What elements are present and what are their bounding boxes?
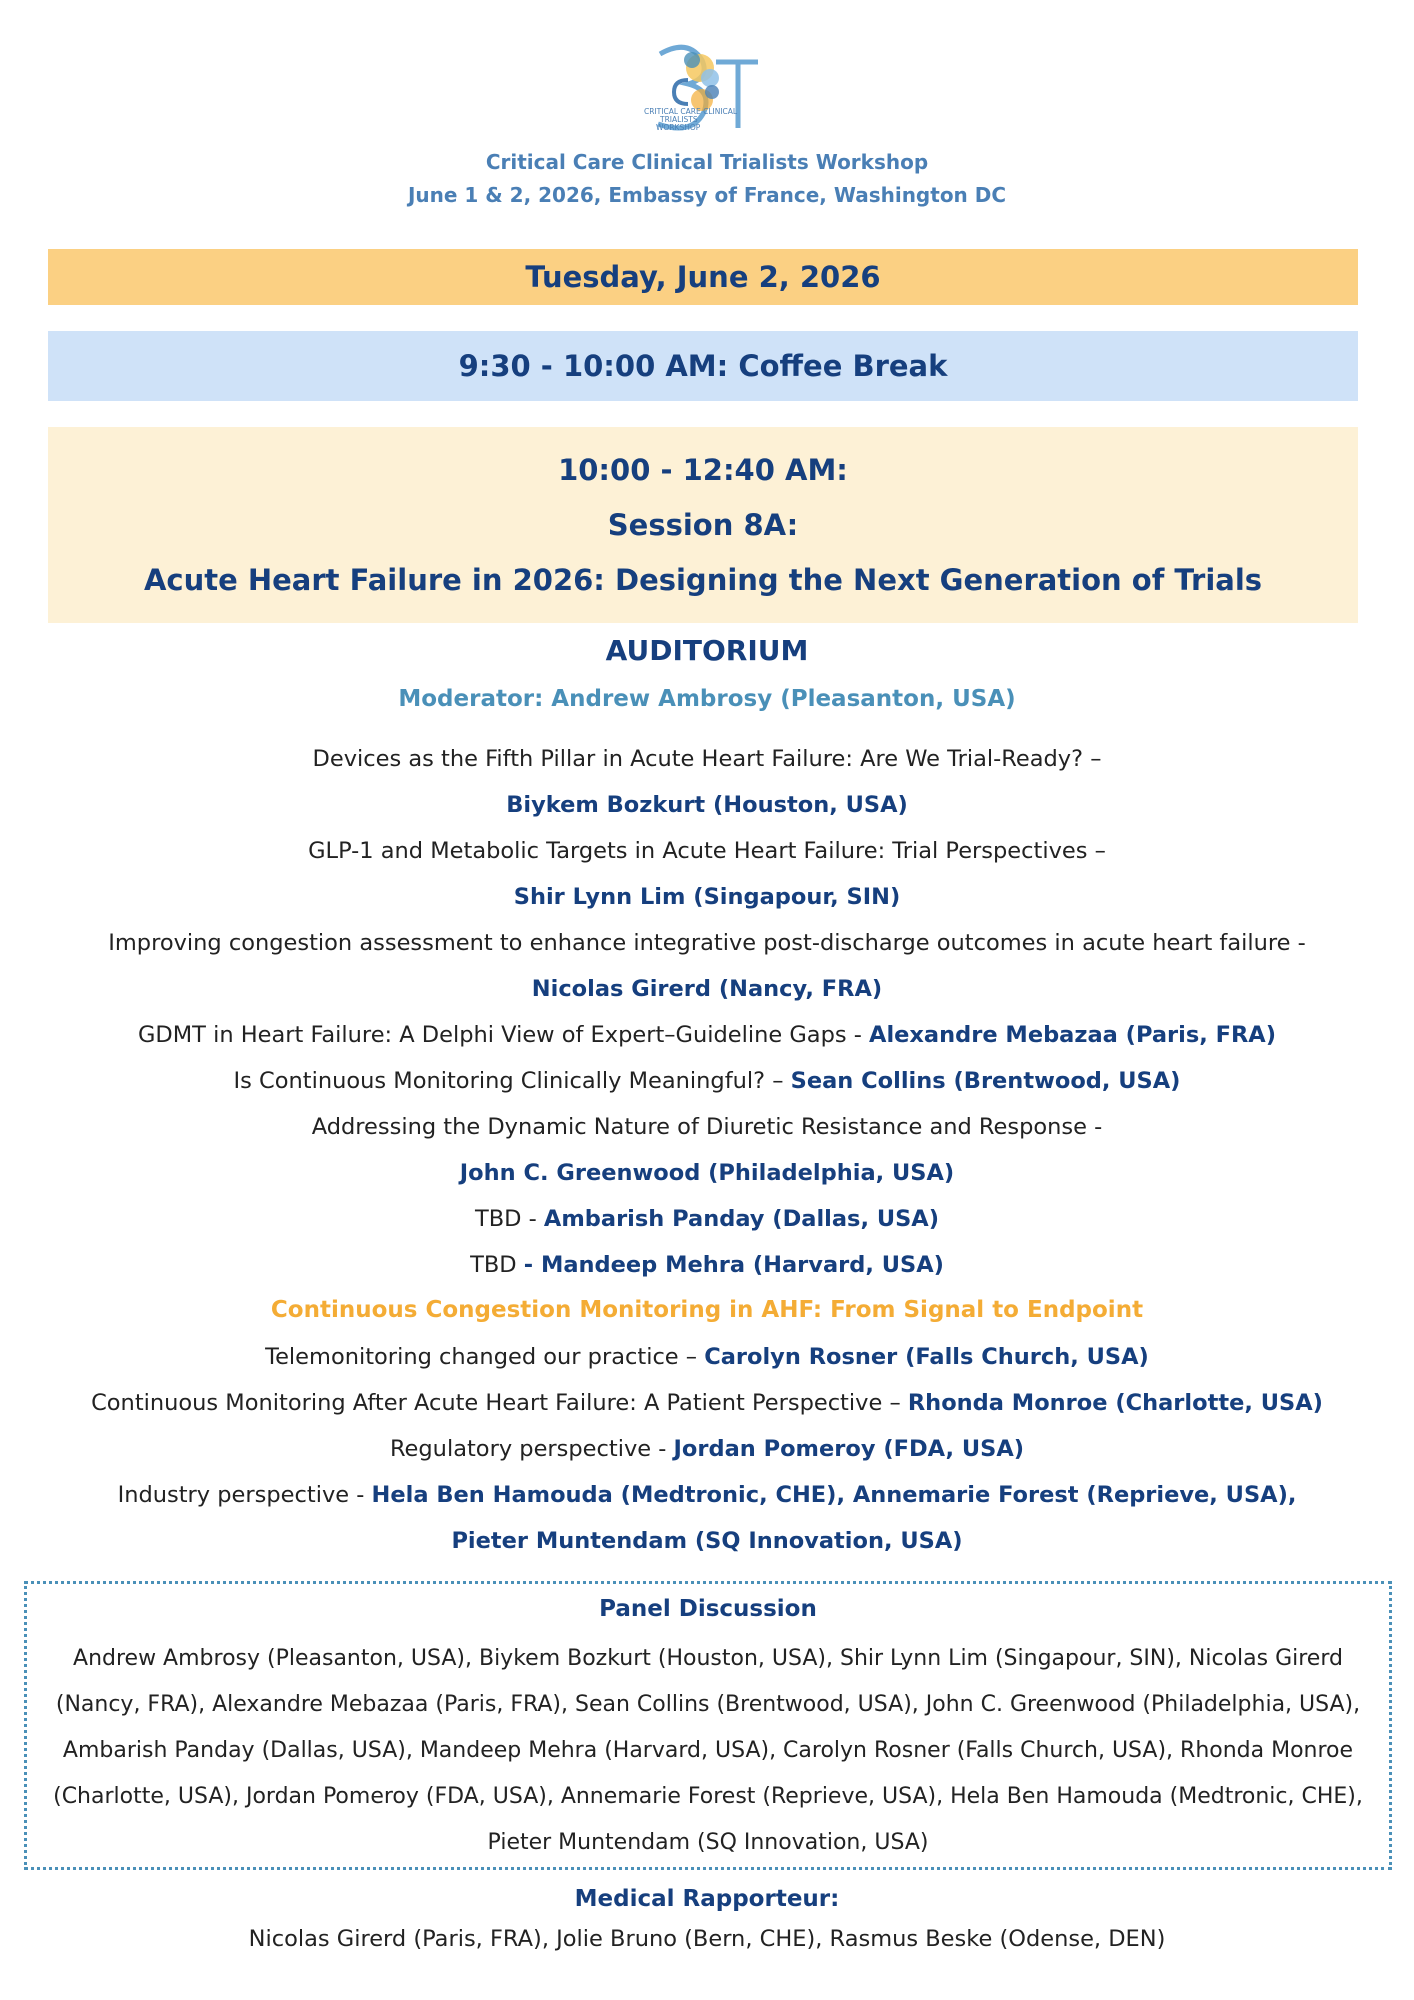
day-banner [48,249,1358,305]
talk-8 [0,1252,1414,1278]
talk-2-speaker: Shir Lynn Lim (Singapour, SIN) [513,884,901,910]
talk-4-title: GDMT in Heart Failure: A Delphi View of Expert–Guideline Gaps - [138,1022,870,1048]
talk-4 [0,1022,1414,1048]
talk-1-title: Devices as the Fifth Pillar in Acute Heart Failure: Are We Trial-Ready? – [312,746,1102,772]
moderator-label: Moderator: Andrew Ambrosy (Pleasanton, USA) [398,686,1016,712]
subtalk-3-speaker: Jordan Pomeroy (FDA, USA) [673,1436,1025,1462]
logo-subtext-1: CRITICAL CARE CLINICAL [644,107,738,116]
talk-8-title: TBD [470,1252,524,1278]
session-time: 10:00 - 12:40 AM: [558,452,848,487]
rapporteur-title: Medical Rapporteur: [574,1886,840,1912]
day-label: Tuesday, June 2, 2026 [525,260,881,294]
talk-7 [0,1206,1414,1232]
panel-title: Panel Discussion [599,1596,817,1622]
talk-7-title: TBD - [474,1206,544,1232]
session-banner [48,427,1358,623]
talk-5 [0,1068,1414,1094]
talk-8-speaker: - Mandeep Mehra (Harvard, USA) [523,1252,944,1278]
talk-1-speaker: Biykem Bozkurt (Houston, USA) [506,792,908,818]
session-number: Session 8A: [607,507,799,542]
subtalk-2 [0,1390,1414,1416]
subtalk-2-title: Continuous Monitoring After Acute Heart Failure: A Patient Perspective – [91,1390,908,1416]
subtalk-1-speaker: Carolyn Rosner (Falls Church, USA) [704,1344,1149,1370]
coffee-break-banner [48,331,1358,401]
talk-6-speaker: John C. Greenwood (Philadelphia, USA) [459,1160,955,1186]
subsession-title: Continuous Congestion Monitoring in AHF: From Signal to Endpoint [270,1297,1144,1323]
talk-2-title: GLP-1 and Metabolic Targets in Acute Heart Failure: Trial Perspectives – [308,838,1106,864]
subtalk-4-title: Industry perspective - [117,1482,372,1508]
workshop-logo [630,40,780,140]
talk-3-speaker: Nicolas Girerd (Nancy, FRA) [531,976,883,1002]
rapporteur-names: Nicolas Girerd (Paris, FRA), Jolie Bruno (Bern, CHE), Rasmus Beske (Odense, DEN) [248,1926,1166,1952]
subtalk-3-title: Regulatory perspective - [389,1436,674,1462]
coffee-break-label: 9:30 - 10:00 AM: Coffee Break [458,349,948,383]
subtalk-1 [0,1344,1414,1370]
talk-7-speaker: Ambarish Panday (Dallas, USA) [543,1206,940,1232]
talk-4-speaker: Alexandre Mebazaa (Paris, FRA) [869,1022,1276,1048]
workshop-subtitle: June 1 & 2, 2026, Embassy of France, Washington DC [407,183,1007,207]
talk-5-title: Is Continuous Monitoring Clinically Meaningful? – [233,1068,791,1094]
subtalk-2-speaker: Rhonda Monroe (Charlotte, USA) [907,1390,1323,1416]
panel-members: Andrew Ambrosy (Pleasanton, USA), Biykem Bozkurt (Houston, USA), Shir Lynn Lim (Singapour, SIN), Nicolas Girerd (Nancy, FRA), Alexandre Mebazaa (Paris, FRA), Sean Collins (Brentwood, USA), John C. Greenwood (Philadelphia, USA), Ambarish Panday (Dallas, USA), Mandeep Mehra (Harvard, USA), Carolyn Rosner (Falls Church, USA), Rhonda Monroe (Charlotte, USA), Jordan Pomeroy (FDA, USA), Annemarie Forest (Reprieve, USA), Hela Ben Hamouda (Medtronic, CHE), Pieter Muntendam (SQ Innovation, USA) [53,1646,1363,1855]
talk-5-speaker: Sean Collins (Brentwood, USA) [790,1068,1181,1094]
subtalk-4-speaker: Hela Ben Hamouda (Medtronic, CHE), Annemarie Forest (Reprieve, USA), [371,1482,1297,1508]
subtalk-1-title: Telemonitoring changed our practice – [265,1344,705,1370]
talk-6-title: Addressing the Dynamic Nature of Diuretic Resistance and Response - [311,1114,1103,1140]
talk-3-title: Improving congestion assessment to enhance integrative post-discharge outcomes in acute heart failure - [108,930,1306,956]
room-label: AUDITORIUM [605,634,809,667]
panel-discussion-box [24,1581,1392,1870]
logo-subtext-2: TRIALISTS [660,115,698,124]
subtalk-4 [0,1482,1414,1508]
subtalk-4-speaker-line2: Pieter Muntendam (SQ Innovation, USA) [451,1528,963,1554]
workshop-title: Critical Care Clinical Trialists Workshop [485,150,929,174]
subtalk-3 [0,1436,1414,1462]
session-title: Acute Heart Failure in 2026: Designing the Next Generation of Trials [143,562,1263,597]
logo-subtext-3: WORKSHOP [656,123,701,132]
